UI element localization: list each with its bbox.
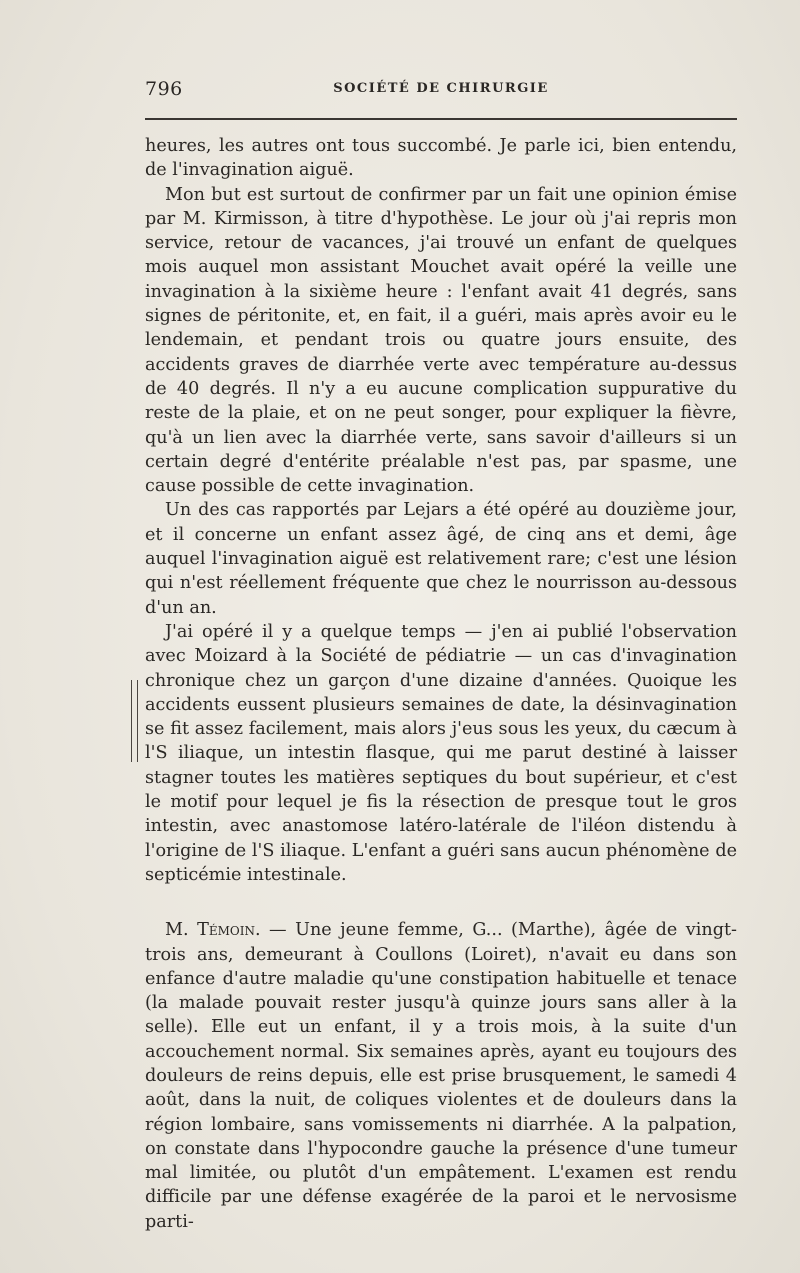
speaker-name: M. Témoin. xyxy=(165,920,261,941)
page-number: 796 xyxy=(145,78,183,100)
body-text xyxy=(145,134,737,1234)
paragraph-4: J'ai opéré il y a quelque temps — j'en ai publié l'observation avec Moizard à la Société de pédiatrie — un cas d'invagination chronique chez un garçon d'une dizaine d'années. Quoique les accidents eussent plusieurs semaines de date, la désinvagination se fit assez facilement, mais alors j'eus sous les yeux, du cæcum à l'S iliaque, un intestin flasque, qui me parut destiné à laisser stagner toutes les matières septiques du bout supérieur, et c'est le motif pour lequel je fis la résection de presque tout le gros intestin, avec anastomose latéro-latérale de l'iléon distendu à l'origine de l'S iliaque. L'enfant a guéri sans aucun phénomène de septicémie intestinale. xyxy=(145,621,737,885)
paragraph-5 xyxy=(145,918,737,1234)
paragraph-5-text: — Une jeune femme, G... (Marthe), âgée de vingt-trois ans, demeurant à Coullons (Loiret), n'avait eu dans son enfance d'autre maladie qu'une constipation habituelle et tenace (la malade pouvait rester jusqu'à quinze jours sans aller à la selle). Elle eut un enfant, il y a trois mois, à la suite d'un accouchement normal. Six semaines après, ayant eu toujours des douleurs de reins depuis, elle est prise brusquement, le samedi 4 août, dans la nuit, de coliques violentes et de douleurs dans la région lombaire, sans vomissements ni diarrhée. A la palpation, on constate dans l'hypocondre gauche la présence d'une tumeur mal limitée, ou plutôt d'un empâtement. L'examen est rendu difficile par une défense exagérée de la paroi et le nervosisme parti- xyxy=(145,920,737,1232)
running-title: SOCIÉTÉ DE CHIRURGIE xyxy=(333,81,549,96)
paragraph-2: Mon but est surtout de confirmer par un fait une opinion émise par M. Kirmisson, à titre d'hypothèse. Le jour où j'ai repris mon service, retour de vacances, j'ai trouvé un enfant de quelques mois auquel mon assistant Mouchet avait opéré la veille une invagination à la sixième heure : l'enfant avait 41 degrés, sans signes de péritonite, et, en fait, il a guéri, mais après avoir eu le lendemain, et pendant trois ou quatre jours ensuite, des accidents graves de diarrhée verte avec température au-dessus de 40 degrés. Il n'y a eu aucune complication suppurative du reste de la plaie, et on ne peut songer, pour expliquer la fièvre, qu'à un lien avec la diarrhée verte, sans savoir d'ailleurs si un certain degré d'entérite préalable n'est pas, par spasme, une cause possible de cette invagination. xyxy=(145,184,737,497)
paragraph-1: heures, les autres ont tous succombé. Je parle ici, bien entendu, de l'invagination aiguë. xyxy=(145,136,737,181)
paragraph-3: Un des cas rapportés par Lejars a été opéré au douzième jour, et il concerne un enfant assez âgé, de cinq ans et demi, âge auquel l'invagination aiguë est relativement rare; c'est une lésion qui n'est réellement fréquente que chez le nourrisson au-dessous d'un an. xyxy=(145,500,737,618)
page-header xyxy=(145,78,737,102)
header-rule xyxy=(145,118,737,120)
margin-mark xyxy=(131,680,138,762)
